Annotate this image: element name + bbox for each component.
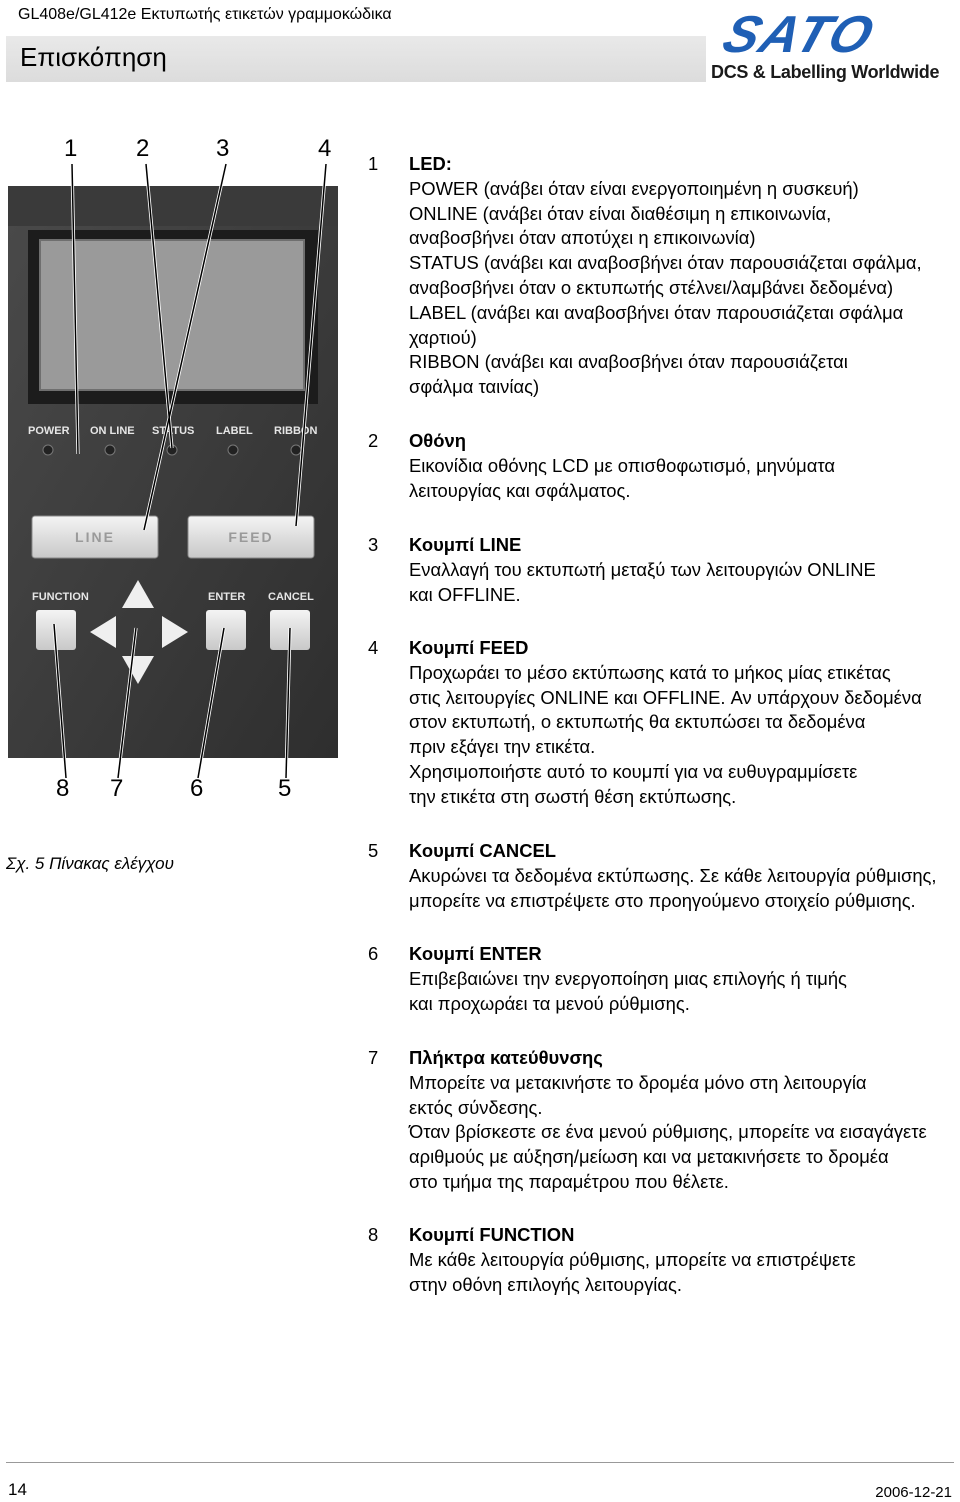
item-number: 6: [368, 943, 379, 964]
item-text-line: χαρτιού): [409, 326, 477, 348]
footer-date: 2006-12-21: [875, 1484, 952, 1501]
callout-2: 2: [136, 135, 150, 162]
callout-8: 8: [56, 775, 70, 802]
item-text-line: Όταν βρίσκεστε σε ένα μενού ρύθμισης, μπορείτε να εισαγάγετε: [409, 1121, 927, 1143]
figure-caption: Σχ. 5 Πίνακας ελέγχου: [6, 854, 174, 873]
item-title: Πλήκτρα κατεύθυνσης: [409, 1047, 603, 1068]
led-label: [228, 445, 238, 455]
callout-3: 3: [216, 135, 230, 162]
cancel-label: CANCEL: [268, 591, 314, 603]
item-text-line: και προχωράει τα μενού ρύθμισης.: [409, 992, 690, 1014]
item-text-line: ONLINE (ανάβει όταν είναι διαθέσιμη η επικοινωνία,: [409, 202, 832, 224]
item-number: 4: [368, 637, 379, 658]
item-text-line: και OFFLINE.: [409, 583, 521, 605]
led-label-status: STATUS: [152, 425, 195, 437]
item-title: Κουμπί FEED: [409, 637, 529, 658]
item-title: Κουμπί ENTER: [409, 943, 542, 964]
item-title: Κουμπί CANCEL: [409, 840, 556, 861]
item-text-line: POWER (ανάβει όταν είναι ενεργοποιημένη η συσκευή): [409, 177, 859, 199]
item-text-line: Με κάθε λειτουργία ρύθμισης, μπορείτε να επιστρέψετε: [409, 1248, 856, 1270]
enter-button: [206, 610, 246, 650]
led-label-power: POWER: [28, 425, 70, 437]
item-text-line: RIBBON (ανάβει και αναβοσβήνει όταν παρουσιάζεται: [409, 351, 848, 373]
item-number: 1: [368, 153, 379, 174]
item-number: 2: [368, 430, 379, 451]
led-online: [105, 445, 115, 455]
item-text-line: σφάλμα ταινίας): [409, 376, 540, 398]
item-text-line: εκτός σύνδεσης.: [409, 1096, 543, 1118]
item-text-line: λειτουργίας και σφάλματος.: [409, 479, 631, 501]
feed-button-label: FEED: [228, 529, 274, 545]
item-text-line: στον εκτυπωτή, ο εκτυπωτής θα εκτυπώσει τα δεδομένα: [409, 711, 866, 733]
function-label: FUNCTION: [32, 591, 89, 603]
document-title: GL408e/GL412e Εκτυπωτής ετικετών γραμμοκώδικα: [18, 6, 392, 23]
footer-rule: [6, 1462, 954, 1463]
line-button-label: LINE: [75, 529, 115, 545]
item-text-line: LABEL (ανάβει και αναβοσβήνει όταν παρουσιάζεται σφάλμα: [409, 301, 904, 323]
lcd-display: [40, 240, 304, 390]
item-text-line: Ακυρώνει τα δεδομένα εκτύπωσης. Σε κάθε λειτουργία ρύθμισης,: [409, 864, 937, 886]
item-title: Κουμπί FUNCTION: [409, 1224, 575, 1245]
item-text-line: πριν εξάγει την ετικέτα.: [409, 736, 596, 758]
item-title: Οθόνη: [409, 430, 466, 451]
item-text-line: στην οθόνη επιλογής λειτουργίας.: [409, 1273, 682, 1295]
item-title: LED:: [409, 153, 452, 174]
callout-1: 1: [64, 135, 78, 162]
item-number: 5: [368, 840, 379, 861]
section-title: Επισκόπηση: [20, 42, 167, 72]
item-text-line: στις λειτουργίες ONLINE και OFFLINE. Αν υπάρχουν δεδομένα: [409, 686, 922, 708]
item-text-line: αναβοσβήνει όταν ο εκτυπωτής στέλνει/λαμβάνει δεδομένα): [409, 276, 894, 298]
led-label-ribbon: RIBBON: [274, 425, 318, 437]
led-power: [43, 445, 53, 455]
item-number: 3: [368, 534, 379, 555]
item-text-line: Μπορείτε να μετακινήστε το δρομέα μόνο στη λειτουργία: [409, 1071, 867, 1093]
item-title: Κουμπί LINE: [409, 534, 522, 555]
item-text-line: την ετικέτα στη σωστή θέση εκτύπωσης.: [409, 785, 737, 807]
item-text-line: στο τμήμα της παραμέτρου που θέλετε.: [409, 1170, 729, 1192]
callout-7: 7: [110, 775, 124, 802]
control-panel-figure: [6, 128, 342, 808]
callout-6: 6: [190, 775, 204, 802]
led-ribbon: [291, 445, 301, 455]
item-text-line: Εναλλαγή του εκτυπωτή μεταξύ των λειτουργιών ONLINE: [409, 558, 876, 580]
callout-4: 4: [318, 135, 332, 162]
item-text-line: αναβοσβήνει όταν αποτύχει η επικοινωνία): [409, 227, 756, 249]
page-number: 14: [8, 1480, 27, 1499]
logo-wordmark: SATO: [715, 6, 883, 64]
item-text-line: Χρησιμοποιήστε αυτό το κουμπί για να ευθυγραμμίσετε: [409, 760, 858, 782]
item-number: 7: [368, 1047, 379, 1068]
item-text-line: STATUS (ανάβει και αναβοσβήνει όταν παρουσιάζεται σφάλμα,: [409, 252, 922, 274]
callout-5: 5: [278, 775, 292, 802]
item-text-line: μπορείτε να επιστρέψετε στο προηγούμενο στοιχείο ρύθμισης.: [409, 889, 916, 911]
led-label-online: ON LINE: [90, 425, 135, 437]
item-number: 8: [368, 1224, 379, 1245]
logo-tagline: DCS & Labelling Worldwide: [711, 62, 940, 82]
enter-label: ENTER: [208, 591, 246, 603]
led-label-label: LABEL: [216, 425, 253, 437]
item-text-line: Εικονίδια οθόνης LCD με οπισθοφωτισμό, μηνύματα: [409, 454, 836, 476]
item-text-line: Προχωράει το μέσο εκτύπωσης κατά το μήκος μίας ετικέτας: [409, 661, 891, 683]
item-text-line: Επιβεβαιώνει την ενεργοποίηση μιας επιλογής ή τιμής: [409, 967, 847, 989]
item-text-line: αριθμούς με αύξηση/μείωση και να μετακινήσετε το δρομέα: [409, 1146, 889, 1168]
